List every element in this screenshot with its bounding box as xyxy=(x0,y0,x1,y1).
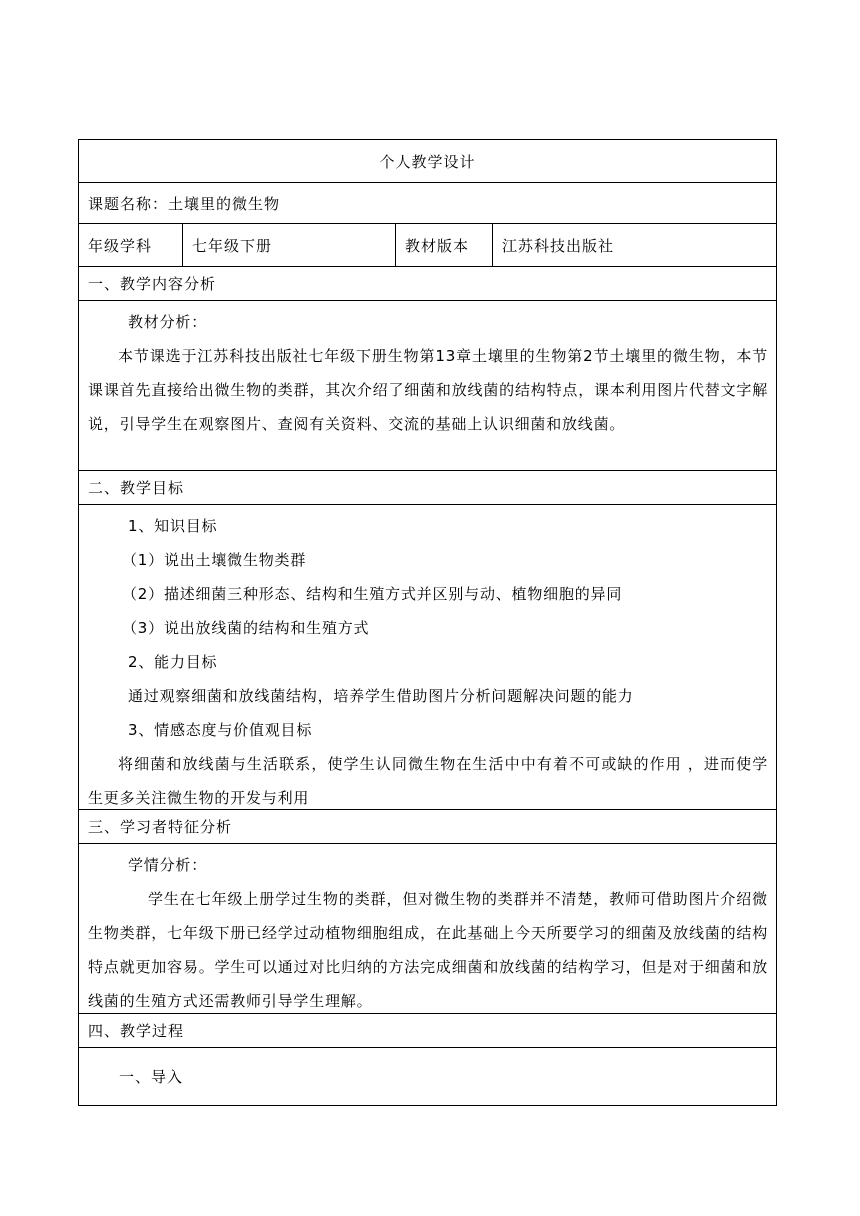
ability-goal: 2、能力目标 xyxy=(128,653,218,671)
section4-intro: 一、导入 xyxy=(119,1068,184,1086)
ability-text: 通过观察细菌和放线菌结构，培养学生借助图片分析问题解决问题的能力 xyxy=(128,687,634,705)
section2-content xyxy=(79,504,776,809)
knowledge-goal: 1、知识目标 xyxy=(128,517,218,535)
knowledge-item-3: （3）说出放线菌的结构和生殖方式 xyxy=(122,619,370,637)
lesson-plan-table xyxy=(78,139,777,1106)
page-title: 个人教学设计 xyxy=(379,152,476,171)
topic-row: 课题名称：土壤里的微生物 xyxy=(79,182,776,223)
section1-content xyxy=(79,300,776,470)
section1-heading: 一、教学内容分析 xyxy=(79,266,776,300)
section3-body: 学生在七年级上册学过生物的类群，但对微生物的类群并不清楚，教师可借助图片介绍微生物类群，七年级下册已经学过动植物细胞组成，在此基础上今天所要学习的细菌及放线菌的结构特点就更加容易。学生可以通过对比归纳的方法完成细菌和放线菌的结构学习，但是对于细菌和放线菌的生殖方式还需教师引导学生理解。 xyxy=(88,890,768,1010)
textbook-value: 江苏科技出版社 xyxy=(502,236,615,255)
grade-value: 七年级下册 xyxy=(183,224,396,266)
section4-content xyxy=(79,1047,776,1105)
section1-sub: 教材分析： xyxy=(128,313,208,331)
section4-heading: 四、教学过程 xyxy=(79,1013,776,1047)
section3-heading: 三、学习者特征分析 xyxy=(79,809,776,843)
section3-sub: 学情分析： xyxy=(128,856,208,874)
grade-label: 年级学科 xyxy=(79,224,183,266)
textbook-label: 教材版本 xyxy=(396,224,493,266)
knowledge-item-2: （2）描述细菌三种形态、结构和生殖方式并区别与动、植物细胞的异同 xyxy=(122,585,623,603)
section2-heading: 二、教学目标 xyxy=(79,470,776,504)
section3-content xyxy=(79,843,776,1013)
grade-textbook-row xyxy=(79,223,776,266)
section1-body: 本节课选于江苏科技出版社七年级下册生物第13章土壤里的生物第2节土壤里的微生物，本节课课首先直接给出微生物的类群，其次介绍了细菌和放线菌的结构特点，课本利用图片代替文字解说，引导学生在观察图片、查阅有关资料、交流的基础上认识细菌和放线菌。 xyxy=(88,347,768,433)
emotion-goal: 3、情感态度与价值观目标 xyxy=(128,721,313,739)
knowledge-item-1: （1）说出土壤微生物类群 xyxy=(122,551,307,569)
emotion-text: 将细菌和放线菌与生活联系，使学生认同微生物在生活中中有着不可或缺的作用 ，进而使学生更多关注微生物的开发与利用 xyxy=(88,755,768,807)
